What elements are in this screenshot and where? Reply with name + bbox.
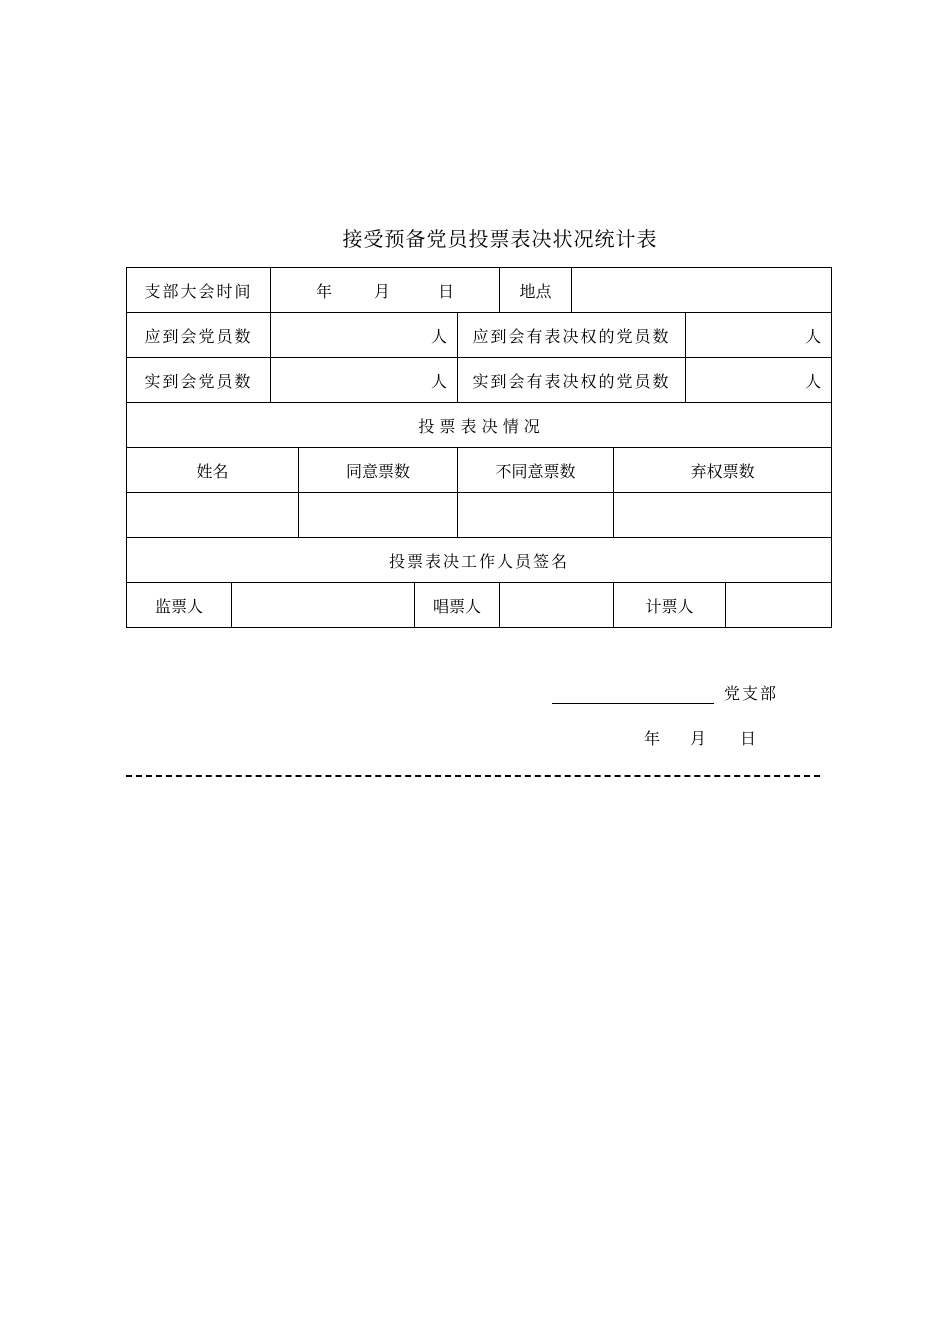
name-cell[interactable] <box>127 493 299 538</box>
staff-signature-row <box>127 583 832 628</box>
counter-label: 计票人 <box>614 583 726 628</box>
page-title: 接受预备党员投票表决状况统计表 <box>342 227 658 251</box>
monitor-label: 监票人 <box>127 583 232 628</box>
footer-month-label: 月 <box>690 729 707 748</box>
meeting-row <box>127 268 832 313</box>
year-label: 年 <box>316 281 333 301</box>
expected-voting-members-field[interactable] <box>686 313 832 358</box>
caller-label: 唱票人 <box>415 583 500 628</box>
agree-votes-cell[interactable] <box>299 493 458 538</box>
counter-signature-field[interactable] <box>726 583 832 628</box>
column-header-abstain: 弃权票数 <box>614 448 832 493</box>
footer-year-label: 年 <box>644 729 661 748</box>
meeting-date-field[interactable] <box>271 268 500 313</box>
staff-section-row <box>127 538 832 583</box>
abstain-votes-cell[interactable] <box>614 493 832 538</box>
day-label: 日 <box>438 281 455 301</box>
voting-section-row <box>127 403 832 448</box>
expected-members-row <box>127 313 832 358</box>
place-field[interactable] <box>572 268 832 313</box>
branch-label: 党支部 <box>724 684 779 703</box>
expected-voting-members-unit: 人 <box>805 326 822 346</box>
expected-members-unit: 人 <box>431 326 448 346</box>
statistics-table <box>126 267 832 628</box>
meeting-time-label: 支部大会时间 <box>127 268 271 313</box>
actual-members-unit: 人 <box>431 371 448 391</box>
actual-voting-members-field[interactable] <box>686 358 832 403</box>
expected-voting-members-label: 应到会有表决权的党员数 <box>458 313 686 358</box>
cut-line-divider <box>126 775 820 777</box>
expected-members-field[interactable] <box>271 313 458 358</box>
actual-members-label: 实到会党员数 <box>127 358 271 403</box>
staff-section-title: 投票表决工作人员签名 <box>127 538 832 583</box>
column-header-name: 姓名 <box>127 448 299 493</box>
footer-day-label: 日 <box>740 729 757 748</box>
voting-section-title: 投 票 表 决 情 况 <box>127 403 832 448</box>
month-label: 月 <box>374 281 391 301</box>
place-label: 地点 <box>500 268 572 313</box>
voting-data-row <box>127 493 832 538</box>
monitor-signature-field[interactable] <box>232 583 415 628</box>
disagree-votes-cell[interactable] <box>458 493 614 538</box>
caller-signature-field[interactable] <box>500 583 614 628</box>
actual-members-field[interactable] <box>271 358 458 403</box>
branch-name-line[interactable] <box>552 703 714 704</box>
voting-header-row <box>127 448 832 493</box>
column-header-disagree: 不同意票数 <box>458 448 614 493</box>
actual-members-row <box>127 358 832 403</box>
expected-members-label: 应到会党员数 <box>127 313 271 358</box>
footer-date <box>644 729 756 749</box>
column-header-agree: 同意票数 <box>299 448 458 493</box>
actual-voting-members-label: 实到会有表决权的党员数 <box>458 358 686 403</box>
actual-voting-members-unit: 人 <box>805 371 822 391</box>
